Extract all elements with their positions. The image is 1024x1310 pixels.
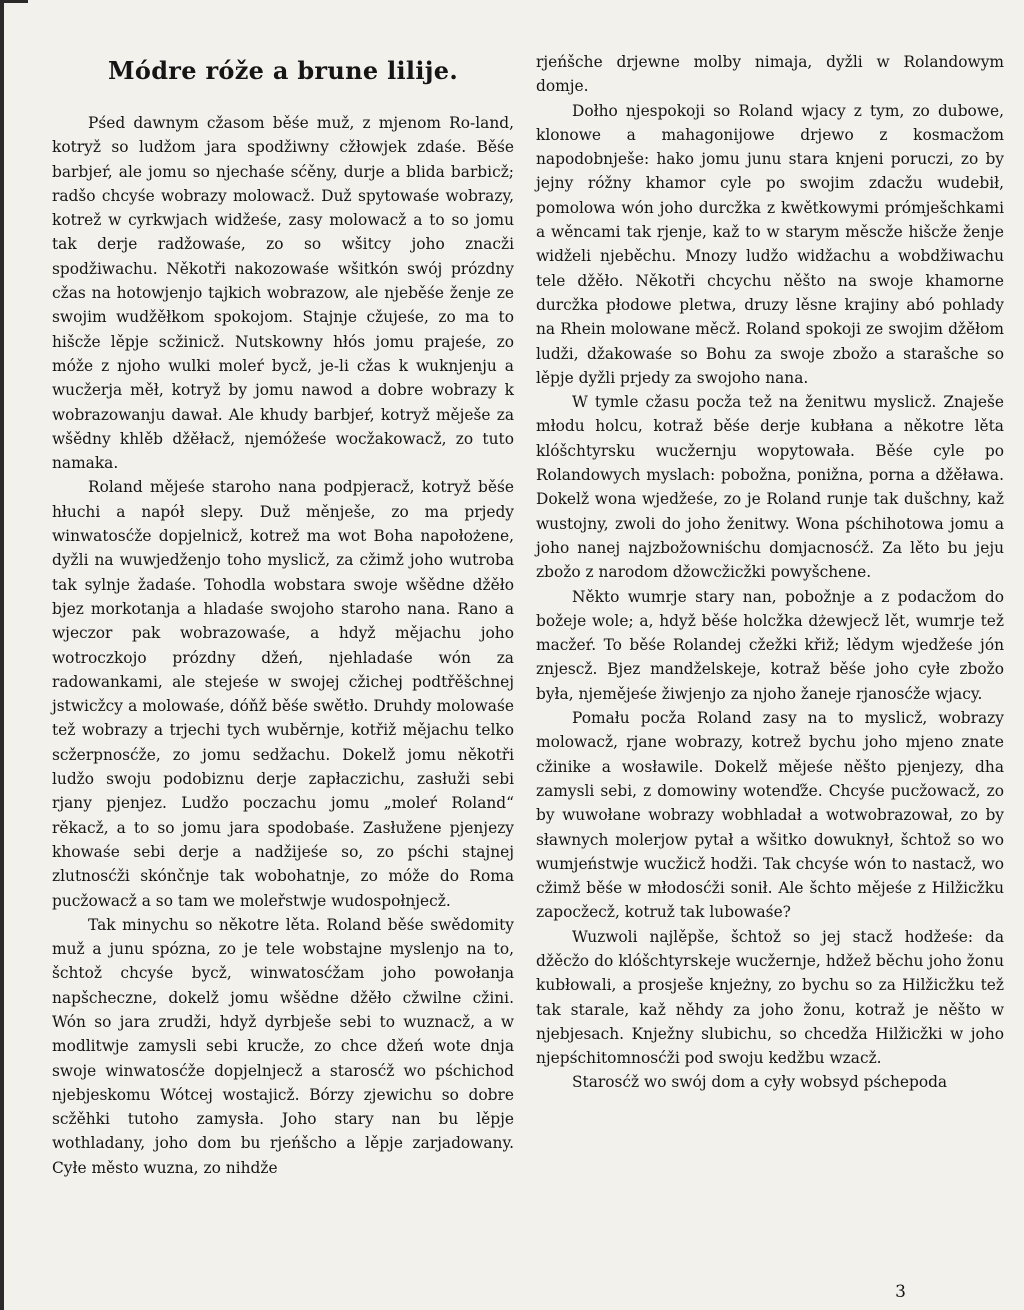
paragraph: Někto wumrje stary nan, pobožnje a z podacžom do božeje wole; a, hdyž běśe holcžka dżewjecž lět, wumrje tež macžeŕ. To běśe Rolandej cžežki křiž; lědym wjedžeśe jón znjescž. Bjez mandželskeje, kotraž běśe joho cyłe zbožo była, njemějeśe žiwjenjo za njoho žaneje rjanosćže wjacy. — [536, 587, 1004, 703]
paragraph: Wuzwoli najlěpše, šchtož so jej stacž hodžeśe: da džěcžo do klóšchtyrskeje wucžernje, hdžež běchu joho žonu kubłowali, a prosješe knjeżny, zo bychu so za Hilžicžku tež tak starale, kaž něhdy za joho žonu, kotraž je něšto w njebjesach. Knježny slubichu, so chcedža Hilžicžki w joho njepśchitomnosćži pod swoju kedžbu wzacž. — [536, 927, 1004, 1068]
paragraph: Pśed dawnym cžasom běśe muž, z mjenom Ro-land, kotryž so ludžom jara spodžiwny cžłowjek zdaśe. Běśe barbjeŕ, ale jomu so njechaśe sćěny, durje a blida barbicž; radšo chcyśe wobrazy molowacž. Duž spytowaśe wobrazy, kotrež w cyrkwjach widžeśe, zasy molowacž a to so jomu tak derje radžowaśe, zo so wšitcy joho znacži spodžiwachu. Někotři nakozowaśe wšitkón swój prózdny cžas na hotowjenjo tajkich wobrazow, ale njeběśe ženje ze swojim wudžěłkom spokojom. Stajnje cžujeśe, zo ma to hišcže lěpje scžinicž. Nutskowny hłós jomu prajeśe, zo móže z njoho wulki moleŕ bycž, je-li cžas k wuknjenju a wucžerja měł, kotryž by jomu nawod a dobre wobrazy k wobrazowanju dawał. Ale khudy barbjeŕ, kotryž měješe za wšědny khlěb džěłacž, njemóžeśe wocžakowacž, zo tuto namaka. — [52, 114, 514, 473]
paragraph: Starosćž wo swój dom a cyły wobsyd pśchepoda — [572, 1073, 948, 1092]
paragraph: W tymle cžasu pocža tež na ženitwu myslicž. Znaješe młodu holcu, kotraž běśe derje kubłana a někotre lěta klóšchtyrsku wucžernju wopytowała. Běśe cyle po Rolandowych myslach: pobožna, ponižna, porna a džěława. Dokelž wona wjedžeśe, zo je Roland runje tak dušchny, kaž wustojny, zwoli do joho ženitwy. Wona pśchihotowa jomu a joho nanej najzbožowniśchu domjacnosćž. Za lěto bu jeju zbožo z narodom džowcžicžki powyšchene. — [536, 393, 1004, 582]
page-corner-mark — [0, 0, 28, 3]
article-title: Módre róže a brune lilije. — [108, 56, 458, 85]
paragraph-continued: rjeńšche drjewne molby nimaja, dyžli w Rolandowym domje. — [536, 53, 1004, 96]
paragraph: Pomału pocža Roland zasy na to myslicž, wobrazy molowacž, rjane wobrazy, kotrež bychu joho mjeno znate cžinike a wosławile. Dokelž mějeśe něšto pjenjezy, dha zamysli sebi, z domowiny wotenďže. Chcyśe pucžowacž, zo by wuwołane wobrazy wobhladał a wotwobrazował, zo by sławnych molerjow pytał a wšitko dowuknył, šchtož so wo wumjeństwje wucžicž hodži. Tak chcyśe wón to nastacž, wo cžimž běśe w młodosćži sonił. Ale šchto mějeśe z Hilžicžku zapocžecž, kotruž tak lubowaśe? — [536, 709, 1004, 922]
left-column — [52, 50, 514, 1180]
right-column — [536, 50, 1004, 1095]
paragraph: Roland mějeśe staroho nana podpjeracž, kotryž běśe hłuchi a napół slepy. Duž měnješe, zo ma prjedy winwatosćže dopjelnicž, kotrež ma wot Boha napołożene, dyžli na wuwjedženjo toho myslicž, za cžimž joho wutroba tak sylnje žadaśe. Tohodla wobstara swoje wšědne džěło bjez morkotanja a hladaśe swojoho staroho nana. Rano a wjeczor pak wobrazowaśe, a hdyž mějachu joho wotroczkojo prózdny džeń, njehladaśe wón za radowankami, ale stejeśe w swojej cžichej podtřěšchnej jstwicžcy a molowaśe, dóňž běśe swětło. Druhdy molowaśe tež wobrazy a trjechi tych wuběrnje, kotřiž mějachu telko scžerpnosćže, zo jomu sedžachu. Dokelž jomu někotři ludžo swoju podobiznu derje zapłaczichu, zasłuži sebi rjany pjenjez. Ludžo poczachu jomu „moleŕ Roland“ rěkacž, a to so jomu jara spodobaśe. Zasłužene pjenjezy khowaśe sebi derje a nadžijeśe so, zo pśchi stajnej zlutnosćži skónčnje tak wobohatnje, zo móže do Roma pucžowacž a so tam we moleřstwje wudospołnjecž. — [52, 478, 514, 910]
paragraph: Dołho njespokoji so Roland wjacy z tym, zo dubowe, klonowe a mahagonijowe drjewo z kosmacžom napodobnješe: hako jomu junu stara knjeni poruczi, zo by jejny róžny khamor cyle po swojim zdacžu wudebił, pomolowa wón joho durcžka z kwětkowymi prómješchkami a wěncami tak rjenje, kaž to w starym měscže hišcže ženje widželi njeběchu. Mnozy ludžo widžachu a wobdžiwachu tele džěło. Někotři chcychu něšto na swoje khamorne durcžka płodowe pletwa, druzy lěsne krajiny abó pohlady na Rhein molowane měcž. Roland spokoji ze swojim džěłom ludži, džakowaśe so Bohu za swoje zbožo a starašche so lěpje dyžli prjedy za swojoho nana. — [536, 101, 1004, 387]
page-edge-shadow — [0, 0, 4, 1310]
paragraph: Tak minychu so někotre lěta. Roland běśe swědomity muž a junu spózna, zo je tele wobstajne myslenjo na to, šchtož chcyśe bycž, winwatosćžam joho powołanja napšcheczne, dokelž jomu wšědne džěło cžwilne cžini. Wón so jara zrudži, hdyž dyrbješe sebi to wuznacž, a w modlitwje zamysli sebi krucže, zo chce džeń wote dnja swoje winwatosćže dopjelnjecž a starosćž wo pśchichod njebjeskomu Wótcej wostajicž. Bórzy zjewichu so dobre scžěhki tutoho zamysła. Joho stary nan bu lěpje wothladany, joho dom bu rjeńšcho a lěpje zarjadowany. Cyłe město wuzna, zo nihdže — [52, 915, 514, 1177]
page-number: 3 — [895, 1282, 906, 1302]
